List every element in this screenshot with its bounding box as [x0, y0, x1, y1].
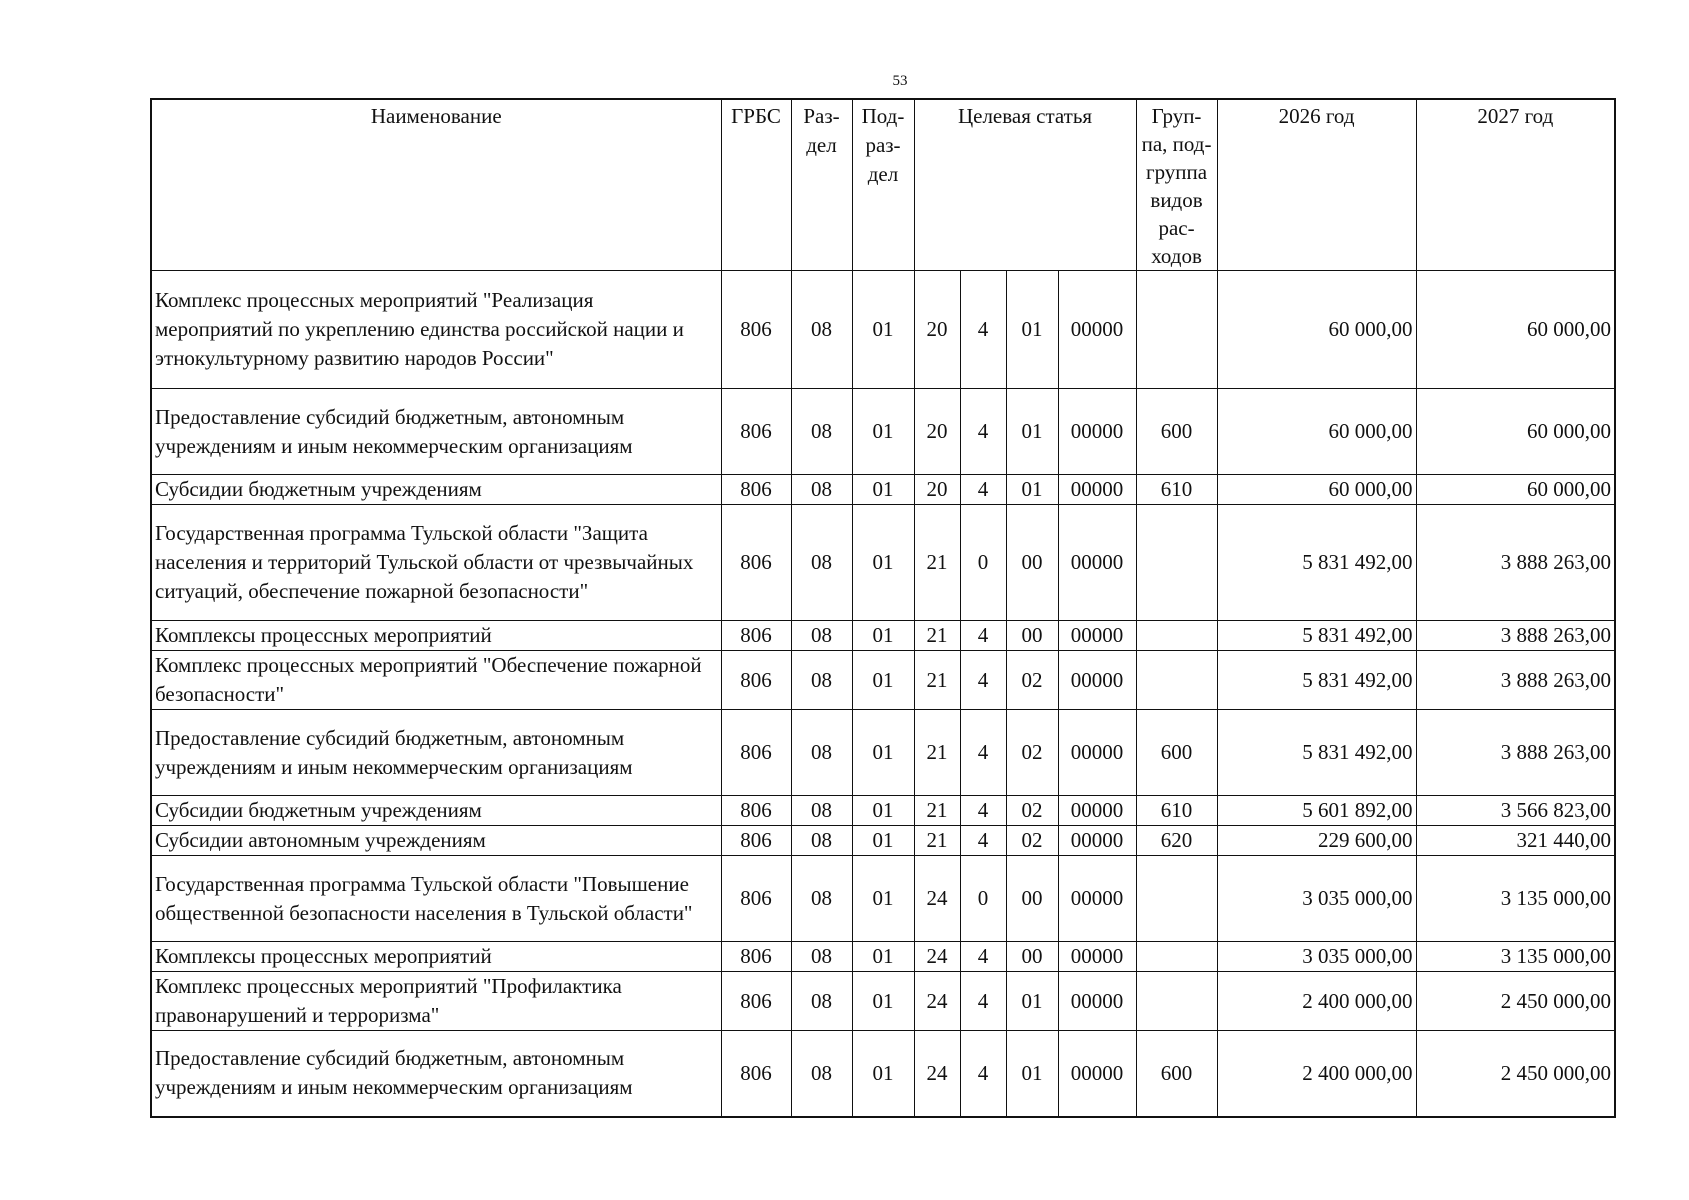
row-amount-2026: 5 831 492,00: [1217, 651, 1416, 710]
row-razdel: 08: [791, 389, 852, 475]
row-amount-2026: 5 831 492,00: [1217, 621, 1416, 651]
row-target-direction: 00000: [1058, 651, 1136, 710]
row-target-structure: 00: [1006, 621, 1058, 651]
row-amount-2027: 3 888 263,00: [1416, 651, 1615, 710]
row-name: Государственная программа Тульской области "Защита населения и территорий Тульской области от чрезвычайных ситуаций, обеспечение пожарной безопасности": [151, 505, 721, 621]
row-expense-group: 610: [1136, 475, 1217, 505]
row-name: Комплекс процессных мероприятий "Обеспечение пожарной безопасности": [151, 651, 721, 710]
row-target-type: 4: [960, 710, 1006, 796]
row-razdel: 08: [791, 856, 852, 942]
row-amount-2027: 3 566 823,00: [1416, 796, 1615, 826]
row-target-direction: 00000: [1058, 942, 1136, 972]
row-expense-group: 620: [1136, 826, 1217, 856]
row-target-program: 21: [914, 621, 960, 651]
row-target-direction: 00000: [1058, 826, 1136, 856]
table-row: [151, 621, 1615, 651]
row-expense-group: [1136, 651, 1217, 710]
header-target: Целевая статья: [914, 99, 1136, 271]
table-header-row: [151, 99, 1615, 271]
row-amount-2026: 5 831 492,00: [1217, 710, 1416, 796]
row-razdel: 08: [791, 505, 852, 621]
row-amount-2026: 229 600,00: [1217, 826, 1416, 856]
row-grbs: 806: [721, 475, 791, 505]
row-amount-2026: 5 601 892,00: [1217, 796, 1416, 826]
row-name: Субсидии автономным учреждениям: [151, 826, 721, 856]
header-grbs: ГРБС: [721, 99, 791, 271]
row-target-structure: 02: [1006, 826, 1058, 856]
header-name: Наименование: [151, 99, 721, 271]
table-row: [151, 505, 1615, 621]
table-row: [151, 856, 1615, 942]
row-razdel: 08: [791, 972, 852, 1031]
row-grbs: 806: [721, 710, 791, 796]
row-podrazdel: 01: [852, 475, 914, 505]
row-target-type: 4: [960, 972, 1006, 1031]
row-amount-2026: 60 000,00: [1217, 389, 1416, 475]
row-target-direction: 00000: [1058, 621, 1136, 651]
table-row: [151, 271, 1615, 389]
row-grbs: 806: [721, 942, 791, 972]
row-amount-2026: 3 035 000,00: [1217, 942, 1416, 972]
row-expense-group: 600: [1136, 1031, 1217, 1117]
row-target-structure: 00: [1006, 942, 1058, 972]
row-target-program: 24: [914, 1031, 960, 1117]
row-target-structure: 02: [1006, 710, 1058, 796]
row-target-structure: 00: [1006, 505, 1058, 621]
row-podrazdel: 01: [852, 942, 914, 972]
row-target-program: 21: [914, 826, 960, 856]
row-target-program: 24: [914, 972, 960, 1031]
row-expense-group: [1136, 856, 1217, 942]
row-amount-2026: 60 000,00: [1217, 475, 1416, 505]
row-name: Субсидии бюджетным учреждениям: [151, 796, 721, 826]
row-target-type: 4: [960, 271, 1006, 389]
row-podrazdel: 01: [852, 796, 914, 826]
row-razdel: 08: [791, 710, 852, 796]
budget-table: [150, 98, 1616, 1118]
row-grbs: 806: [721, 1031, 791, 1117]
row-podrazdel: 01: [852, 856, 914, 942]
row-target-direction: 00000: [1058, 710, 1136, 796]
row-name: Комплексы процессных мероприятий: [151, 621, 721, 651]
row-target-type: 4: [960, 1031, 1006, 1117]
row-target-program: 20: [914, 475, 960, 505]
row-amount-2027: 3 135 000,00: [1416, 942, 1615, 972]
row-podrazdel: 01: [852, 271, 914, 389]
row-target-direction: 00000: [1058, 796, 1136, 826]
row-target-type: 4: [960, 475, 1006, 505]
header-group: Груп- па, под- группа видов рас- ходов: [1136, 99, 1217, 271]
row-grbs: 806: [721, 651, 791, 710]
table-row: [151, 942, 1615, 972]
row-target-type: 0: [960, 856, 1006, 942]
row-target-structure: 00: [1006, 856, 1058, 942]
row-target-direction: 00000: [1058, 1031, 1136, 1117]
table-row: [151, 475, 1615, 505]
table-row: [151, 1031, 1615, 1117]
row-amount-2026: 60 000,00: [1217, 271, 1416, 389]
row-amount-2026: 2 400 000,00: [1217, 1031, 1416, 1117]
row-amount-2027: 2 450 000,00: [1416, 1031, 1615, 1117]
row-name: Комплекс процессных мероприятий "Реализация мероприятий по укреплению единства российской нации и этнокультурному развитию народов России": [151, 271, 721, 389]
header-2027: 2027 год: [1416, 99, 1615, 271]
row-razdel: 08: [791, 651, 852, 710]
row-name: Предоставление субсидий бюджетным, автономным учреждениям и иным некоммерческим организациям: [151, 389, 721, 475]
row-amount-2026: 5 831 492,00: [1217, 505, 1416, 621]
row-target-structure: 01: [1006, 271, 1058, 389]
row-razdel: 08: [791, 796, 852, 826]
row-podrazdel: 01: [852, 651, 914, 710]
row-target-type: 4: [960, 796, 1006, 826]
row-target-program: 24: [914, 856, 960, 942]
row-amount-2027: 3 888 263,00: [1416, 505, 1615, 621]
header-razdel: Раз- дел: [791, 99, 852, 271]
row-podrazdel: 01: [852, 621, 914, 651]
row-target-program: 21: [914, 651, 960, 710]
table-row: [151, 796, 1615, 826]
table-row: [151, 389, 1615, 475]
row-grbs: 806: [721, 271, 791, 389]
row-grbs: 806: [721, 621, 791, 651]
row-target-program: 21: [914, 710, 960, 796]
row-target-type: 4: [960, 942, 1006, 972]
row-name: Субсидии бюджетным учреждениям: [151, 475, 721, 505]
row-target-structure: 01: [1006, 389, 1058, 475]
row-amount-2027: 3 888 263,00: [1416, 710, 1615, 796]
row-grbs: 806: [721, 389, 791, 475]
table-row: [151, 826, 1615, 856]
row-target-structure: 01: [1006, 475, 1058, 505]
row-target-structure: 02: [1006, 651, 1058, 710]
row-razdel: 08: [791, 942, 852, 972]
row-target-direction: 00000: [1058, 271, 1136, 389]
row-target-type: 0: [960, 505, 1006, 621]
row-name: Предоставление субсидий бюджетным, автономным учреждениям и иным некоммерческим организациям: [151, 710, 721, 796]
row-target-type: 4: [960, 826, 1006, 856]
row-amount-2027: 60 000,00: [1416, 271, 1615, 389]
header-podrazdel: Под- раз- дел: [852, 99, 914, 271]
row-grbs: 806: [721, 856, 791, 942]
row-amount-2027: 3 888 263,00: [1416, 621, 1615, 651]
row-amount-2026: 3 035 000,00: [1217, 856, 1416, 942]
row-target-program: 21: [914, 505, 960, 621]
row-amount-2027: 321 440,00: [1416, 826, 1615, 856]
row-amount-2026: 2 400 000,00: [1217, 972, 1416, 1031]
row-name: Комплексы процессных мероприятий: [151, 942, 721, 972]
row-target-program: 24: [914, 942, 960, 972]
row-target-structure: 01: [1006, 972, 1058, 1031]
row-target-direction: 00000: [1058, 505, 1136, 621]
row-podrazdel: 01: [852, 505, 914, 621]
header-2026: 2026 год: [1217, 99, 1416, 271]
table-row: [151, 710, 1615, 796]
row-expense-group: 600: [1136, 710, 1217, 796]
row-grbs: 806: [721, 796, 791, 826]
row-name: Государственная программа Тульской области "Повышение общественной безопасности населения в Тульской области": [151, 856, 721, 942]
row-target-type: 4: [960, 651, 1006, 710]
table-body: [151, 271, 1615, 1117]
row-target-direction: 00000: [1058, 389, 1136, 475]
row-target-structure: 02: [1006, 796, 1058, 826]
table-row: [151, 651, 1615, 710]
row-podrazdel: 01: [852, 826, 914, 856]
row-target-program: 20: [914, 271, 960, 389]
row-razdel: 08: [791, 621, 852, 651]
row-target-type: 4: [960, 389, 1006, 475]
table-row: [151, 972, 1615, 1031]
row-target-type: 4: [960, 621, 1006, 651]
row-target-program: 20: [914, 389, 960, 475]
row-grbs: 806: [721, 826, 791, 856]
row-podrazdel: 01: [852, 972, 914, 1031]
row-expense-group: [1136, 505, 1217, 621]
row-podrazdel: 01: [852, 1031, 914, 1117]
row-name: Предоставление субсидий бюджетным, автономным учреждениям и иным некоммерческим организациям: [151, 1031, 721, 1117]
row-podrazdel: 01: [852, 710, 914, 796]
row-target-structure: 01: [1006, 1031, 1058, 1117]
row-razdel: 08: [791, 271, 852, 389]
row-name: Комплекс процессных мероприятий "Профилактика правонарушений и терроризма": [151, 972, 721, 1031]
row-grbs: 806: [721, 505, 791, 621]
row-expense-group: 610: [1136, 796, 1217, 826]
row-razdel: 08: [791, 826, 852, 856]
row-expense-group: 600: [1136, 389, 1217, 475]
row-expense-group: [1136, 972, 1217, 1031]
row-target-direction: 00000: [1058, 972, 1136, 1031]
row-razdel: 08: [791, 475, 852, 505]
row-target-program: 21: [914, 796, 960, 826]
row-razdel: 08: [791, 1031, 852, 1117]
row-grbs: 806: [721, 972, 791, 1031]
row-expense-group: [1136, 942, 1217, 972]
row-target-direction: 00000: [1058, 475, 1136, 505]
row-amount-2027: 60 000,00: [1416, 475, 1615, 505]
row-amount-2027: 3 135 000,00: [1416, 856, 1615, 942]
page-number: 53: [892, 73, 908, 89]
row-podrazdel: 01: [852, 389, 914, 475]
row-amount-2027: 2 450 000,00: [1416, 972, 1615, 1031]
row-target-direction: 00000: [1058, 856, 1136, 942]
row-amount-2027: 60 000,00: [1416, 389, 1615, 475]
row-expense-group: [1136, 621, 1217, 651]
row-expense-group: [1136, 271, 1217, 389]
